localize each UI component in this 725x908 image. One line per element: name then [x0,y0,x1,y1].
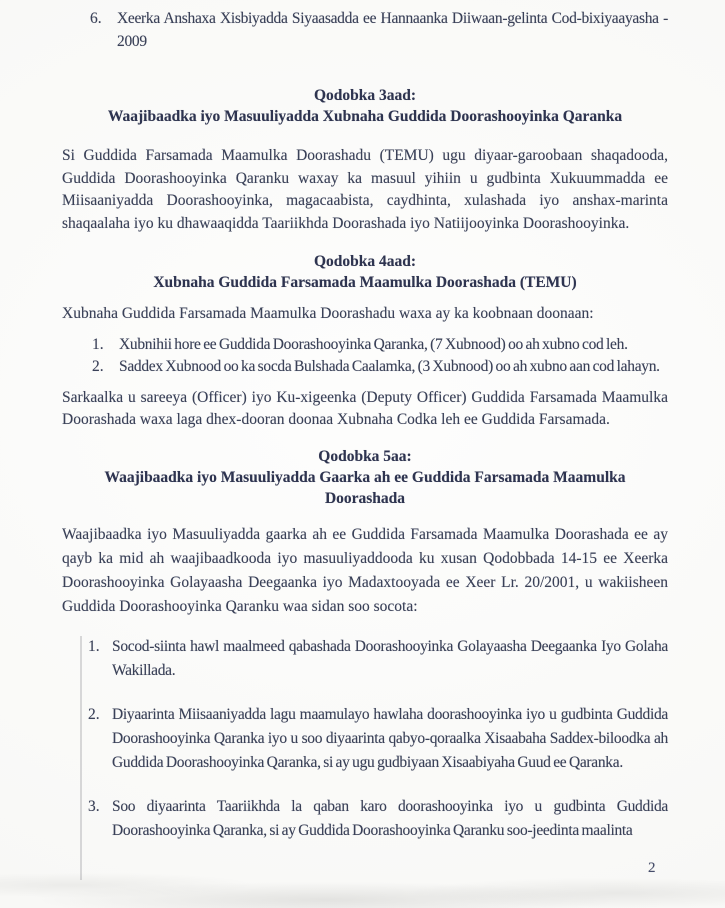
section-4-paragraph: Sarkaalka u sareeya (Officer) iyo Ku-xigeenka (Deputy Officer) Guddida Farsamada Maamulka Doorashada waxa laga dhex-dooran doonaa Xubnaha Codka leh ee Guddida Farsamada. [62,388,668,428]
numbered-item-6 [90,8,668,53]
list-item [92,334,668,357]
list-item-text: Diyaarinta Miisaaniyadda lagu maamulayo hawlaha doorashooyinka iyo u gudbinta Guddida Doorashooyinka Qaranka iyo u soo diyaarinta qabyo-qoraalka Xisaabaha Saddex-biloodka ah Guddida Doorashooyinka Qaranka, si ay ugu gudbiyaan Xisaabiyaha Guud ee Qaranka. [112,705,668,771]
section-4-heading-number: Qodobka 4aad: [313,253,417,270]
section-5-heading-title: Waajibaadka iyo Masuuliyadda Gaarka ah ee Guddida Farsamada Maamulka Doorashada [104,468,626,507]
section-4-lead-sentence: Xubnaha Guddida Farsamada Maamulka Doorashadu waxa ay ka koobnaan doonaan: [62,305,594,322]
list-item-marker: 6. [90,10,102,27]
page-number: 2 [648,860,656,876]
section-4-heading-title: Xubnaha Guddida Farsamada Maamulka Doorashada (TEMU) [153,274,577,291]
section-5-paragraph: Waajibaadka iyo Masuuliyadda gaarka ah ee Guddida Farsamada Maamulka Doorashada ee ay qayb ka mid ah waajibaadkooda iyo masuuliyaddooda ku xusan Qodobbada 14-15 ee Xeerka Doorashooyinka Golayaasha Deegaanka iyo Madaxtooyada ee Xeer Lr. 20/2001, u wakiisheen Guddida Doorashooyinka Qaranku waa sidan soo socota: [62,525,668,615]
list-item [88,795,668,843]
list-item-text: Saddex Xubnood oo ka socda Bulshada Caalamka, (3 Xubnood) oo ah xubno aan cod lahayn. [119,358,660,375]
section-3-heading-title: Waajibaadka iyo Masuuliyadda Xubnaha Guddida Doorashooyinka Qaranka [107,108,623,125]
section-5-heading-number: Qodobka 5aa: [318,447,412,465]
list-item-text: Xubnihii hore ee Guddida Doorashooyinka Qaranka, (7 Xubnood) oo ah xubno cod leh. [119,335,628,353]
section-3-heading [62,85,668,127]
list-item-text: Socod-siinta hawl maalmeed qabashada Doorashooyinka Golayaasha Deegaanka Iyo Golaha Wakillada. [112,637,668,679]
scan-artifact-vertical-line [80,636,82,880]
list-item-marker: 1. [92,335,104,353]
section-4-numbered-list [92,334,668,379]
list-item-marker: 1. [88,637,100,655]
list-item [92,356,668,379]
section-3-heading-number: Qodobka 3aad: [313,87,417,104]
section-3-paragraph: Si Guddida Farsamada Maamulka Doorashadu (TEMU) ugu diyaar-garoobaan shaqadooda, Guddida Doorashooyinka Qaranku waxay ka masuul yihiin u gudbinta Xukuummadda ee Miisaaniyadda Doorashooyinka, magacaabista, caydhinta, xulashada iyo anshax-marinta shaqaalaha iyo ku dhawaaqidda Taariikhda Doorashada iyo Natiijooyinka Doorashooyinka. [62,147,668,232]
list-item [88,635,668,683]
section-5-numbered-list [88,635,668,843]
list-item [88,703,668,775]
list-item-marker: 3. [88,797,100,815]
list-item-marker: 2. [92,358,104,375]
list-item-text: Soo diyaarinta Taariikhda la qaban karo doorashooyinka iyo u gudbinta Guddida Doorashooyinka Qaranka, si ay Guddida Doorashooyinka Qaranku soo-jeedinta maalinta [112,797,668,839]
section-5-heading [62,446,668,509]
list-item-marker: 2. [88,705,100,723]
list-item-text: Xeerka Anshaxa Xisbiyadda Siyaasadda ee Hannaanka Diiwaan-gelinta Cod-bixiyaayasha - 2009 [117,10,668,50]
section-4-heading [62,251,668,293]
